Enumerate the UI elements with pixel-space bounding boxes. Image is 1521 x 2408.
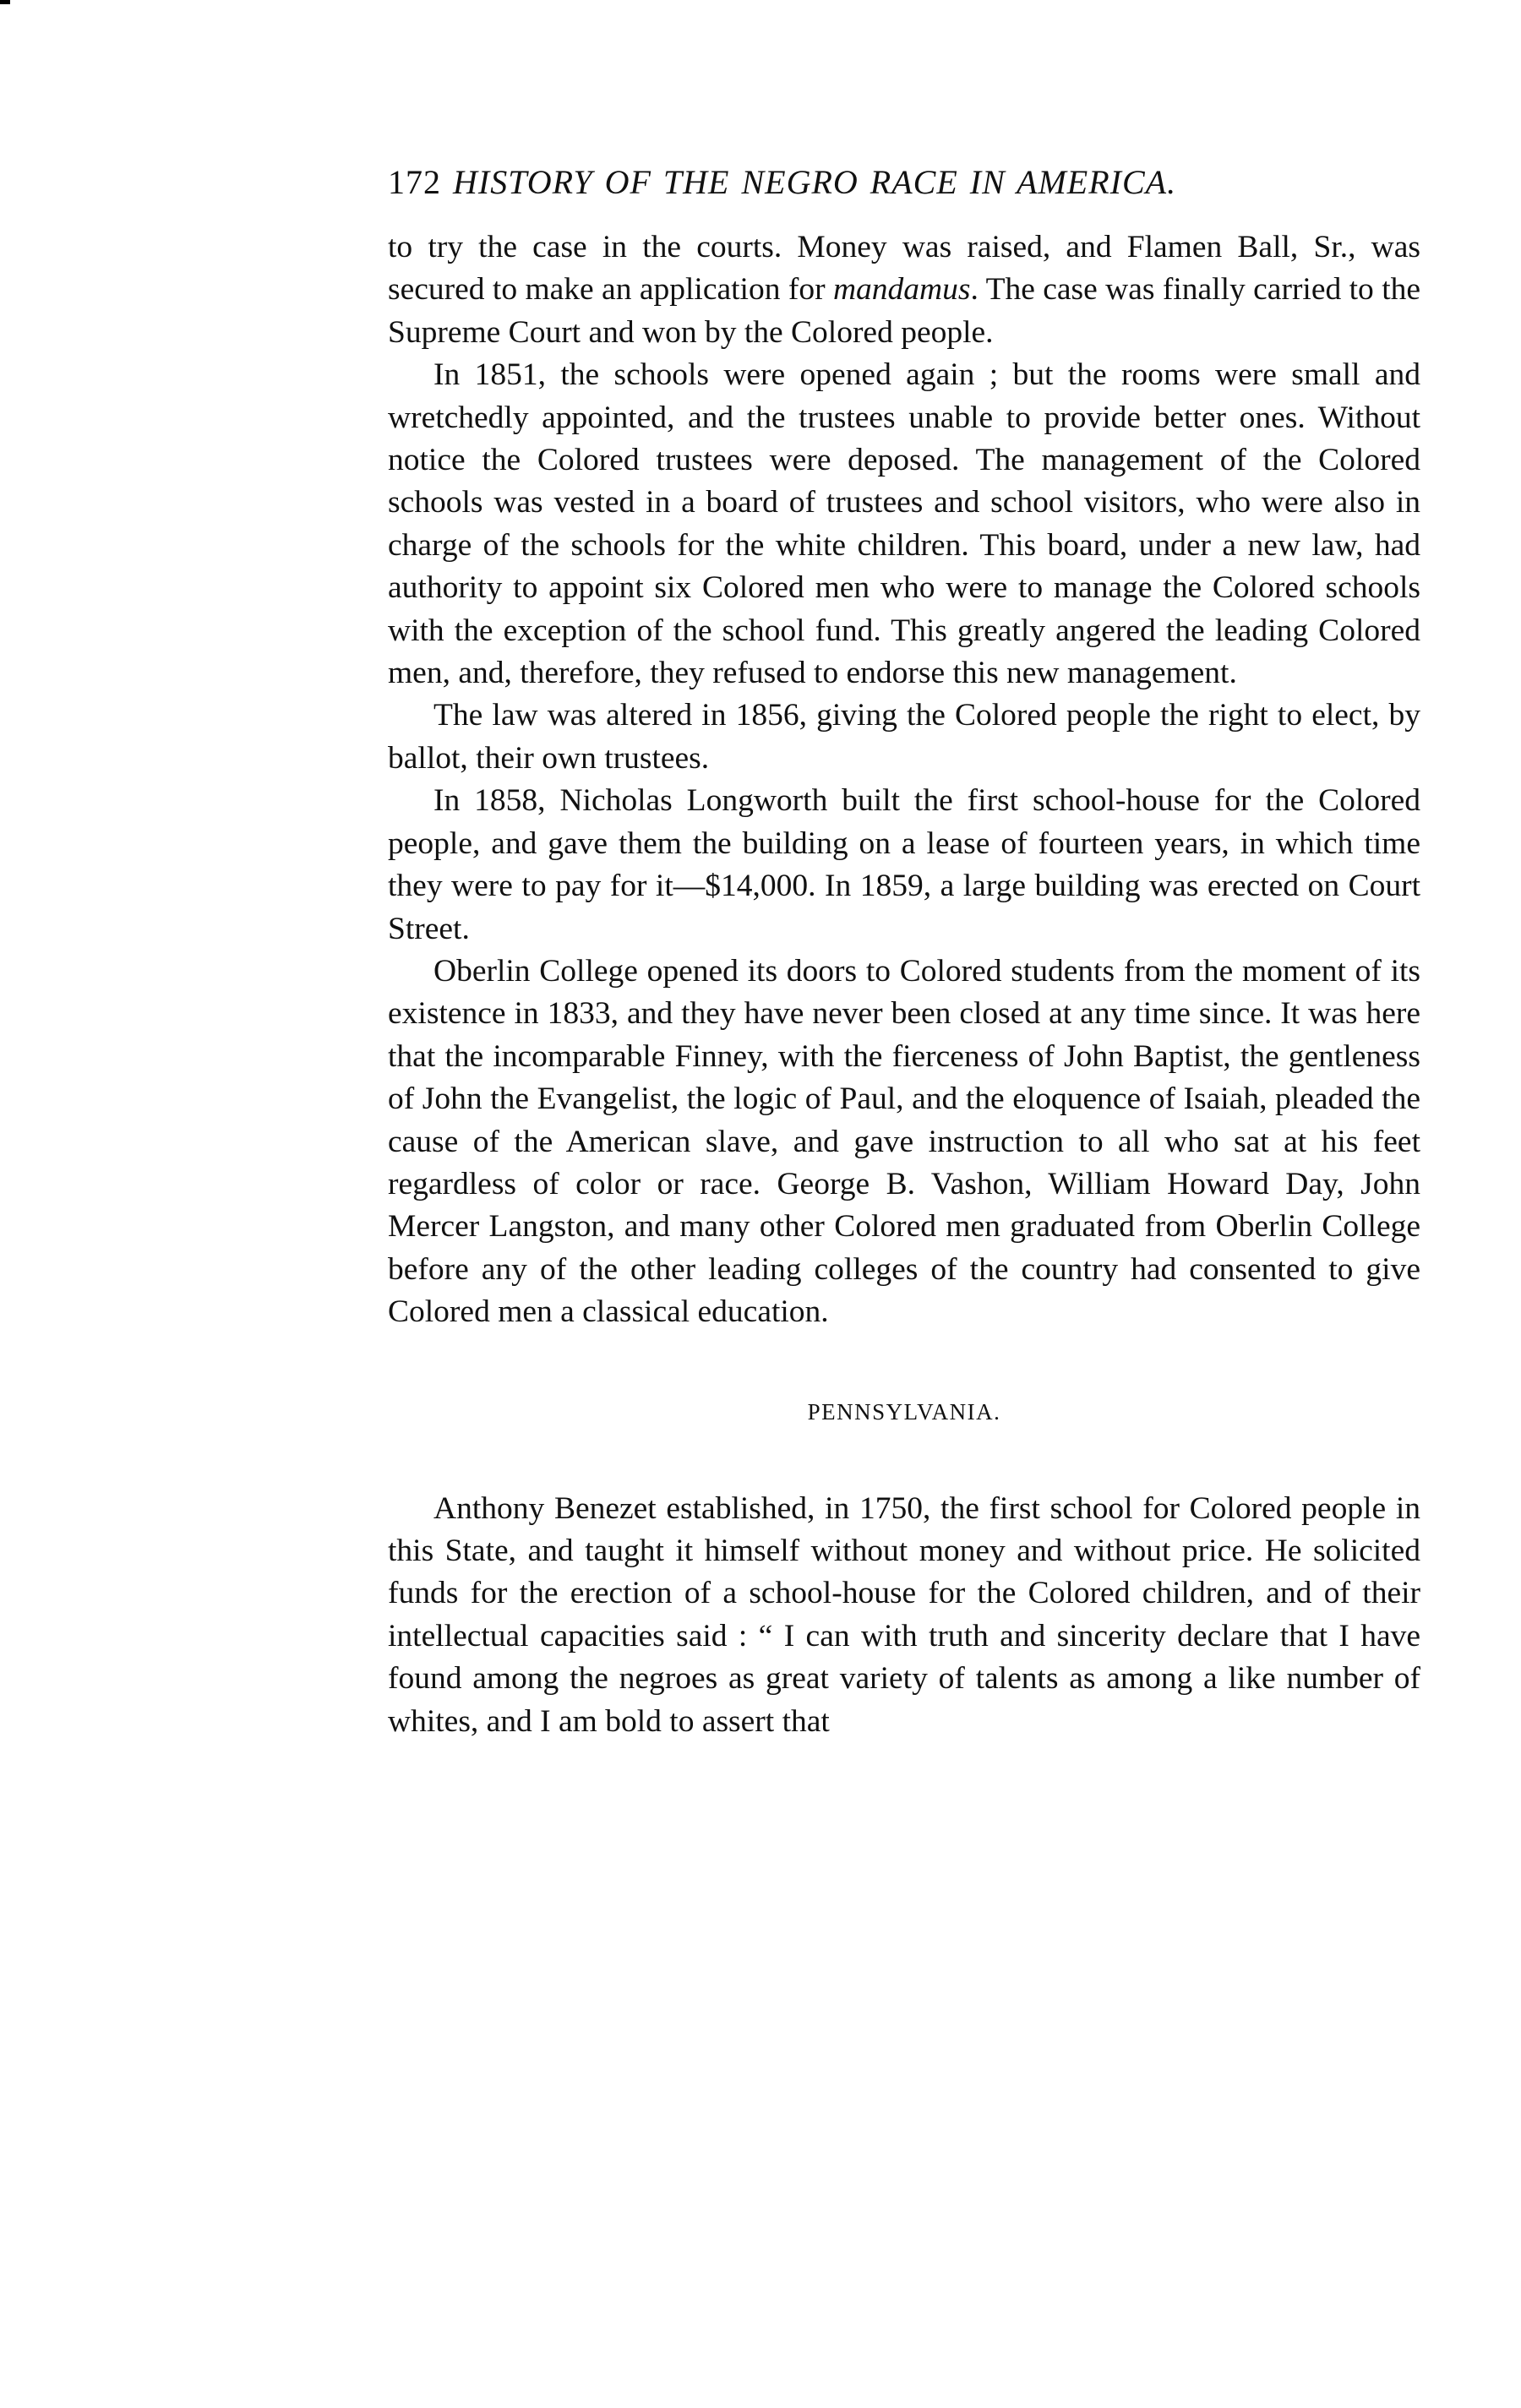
book-title: HISTORY OF THE NEGRO RACE IN AMERICA.: [453, 163, 1177, 201]
scan-edge-mark: [0, 0, 10, 4]
page-number: 172: [388, 163, 441, 201]
paragraph-text: to try the case in the courts. Money was raised, and Flamen Ball, Sr., was secured to make an application for: [388, 230, 1420, 308]
paragraph-mandamus: [388, 226, 1420, 354]
section-heading-pennsylvania: PENNSYLVANIA.: [807, 1398, 1001, 1425]
paragraph-benezet: Anthony Benezet established, in 1750, the first school for Colored people in this State, and taught it himself without money and without price. He solicited funds for the erection of a school-house for the Colored children, and of their intellectual capacities said : “ I can with truth and sincerity declare that I have found among the negroes as great variety of talents as among a like number of whites, and I am bold to assert that: [388, 1490, 1420, 1739]
paragraph-text: . The case was finally carried to the Supreme Court and won by the Colored people.: [388, 272, 1421, 350]
italic-term: mandamus: [832, 272, 971, 308]
book-page: [388, 161, 1420, 1743]
paragraph-1851: In 1851, the schools were opened again ; but the rooms were small and wretchedly appointed, and the trustees unable to provide better ones. Without notice the Colored trustees were deposed. The management of the Colored schools was vested in a board of trustees and school visitors, who were also in charge of the schools for the white children. This board, under a new law, had authority to appoint six Colored men who were to manage the Colored schools with the exception of the school fund. This greatly angered the leading Colored men, and, therefore, they refused to endorse this new management.: [388, 357, 1420, 691]
paragraph-1858: In 1858, Nicholas Longworth built the first school-house for the Colored people, and gave them the building on a lease of fourteen years, in which time they were to pay for it—$14,000. In 1859, a large building was erected on Court Street.: [388, 783, 1420, 946]
paragraph-1856: The law was altered in 1856, giving the Colored people the right to elect, by ballot, their own trustees.: [388, 698, 1420, 776]
page-body: [388, 226, 1420, 1743]
paragraph-oberlin: Oberlin College opened its doors to Colored students from the moment of its existence in 1833, and they have never been closed at any time since. It was here that the incomparable Finney, with the fierceness of John Baptist, the gentleness of John the Evangelist, the logic of Paul, and the eloquence of Isaiah, pleaded the cause of the American slave, and gave instruction to all who sat at his feet regardless of color or race. George B. Vashon, William Howard Day, John Mercer Langston, and many other Colored men graduated from Oberlin College before any of the other leading colleges of the country had consented to give Colored men a classical education.: [388, 953, 1420, 1330]
running-head: [388, 161, 1420, 204]
